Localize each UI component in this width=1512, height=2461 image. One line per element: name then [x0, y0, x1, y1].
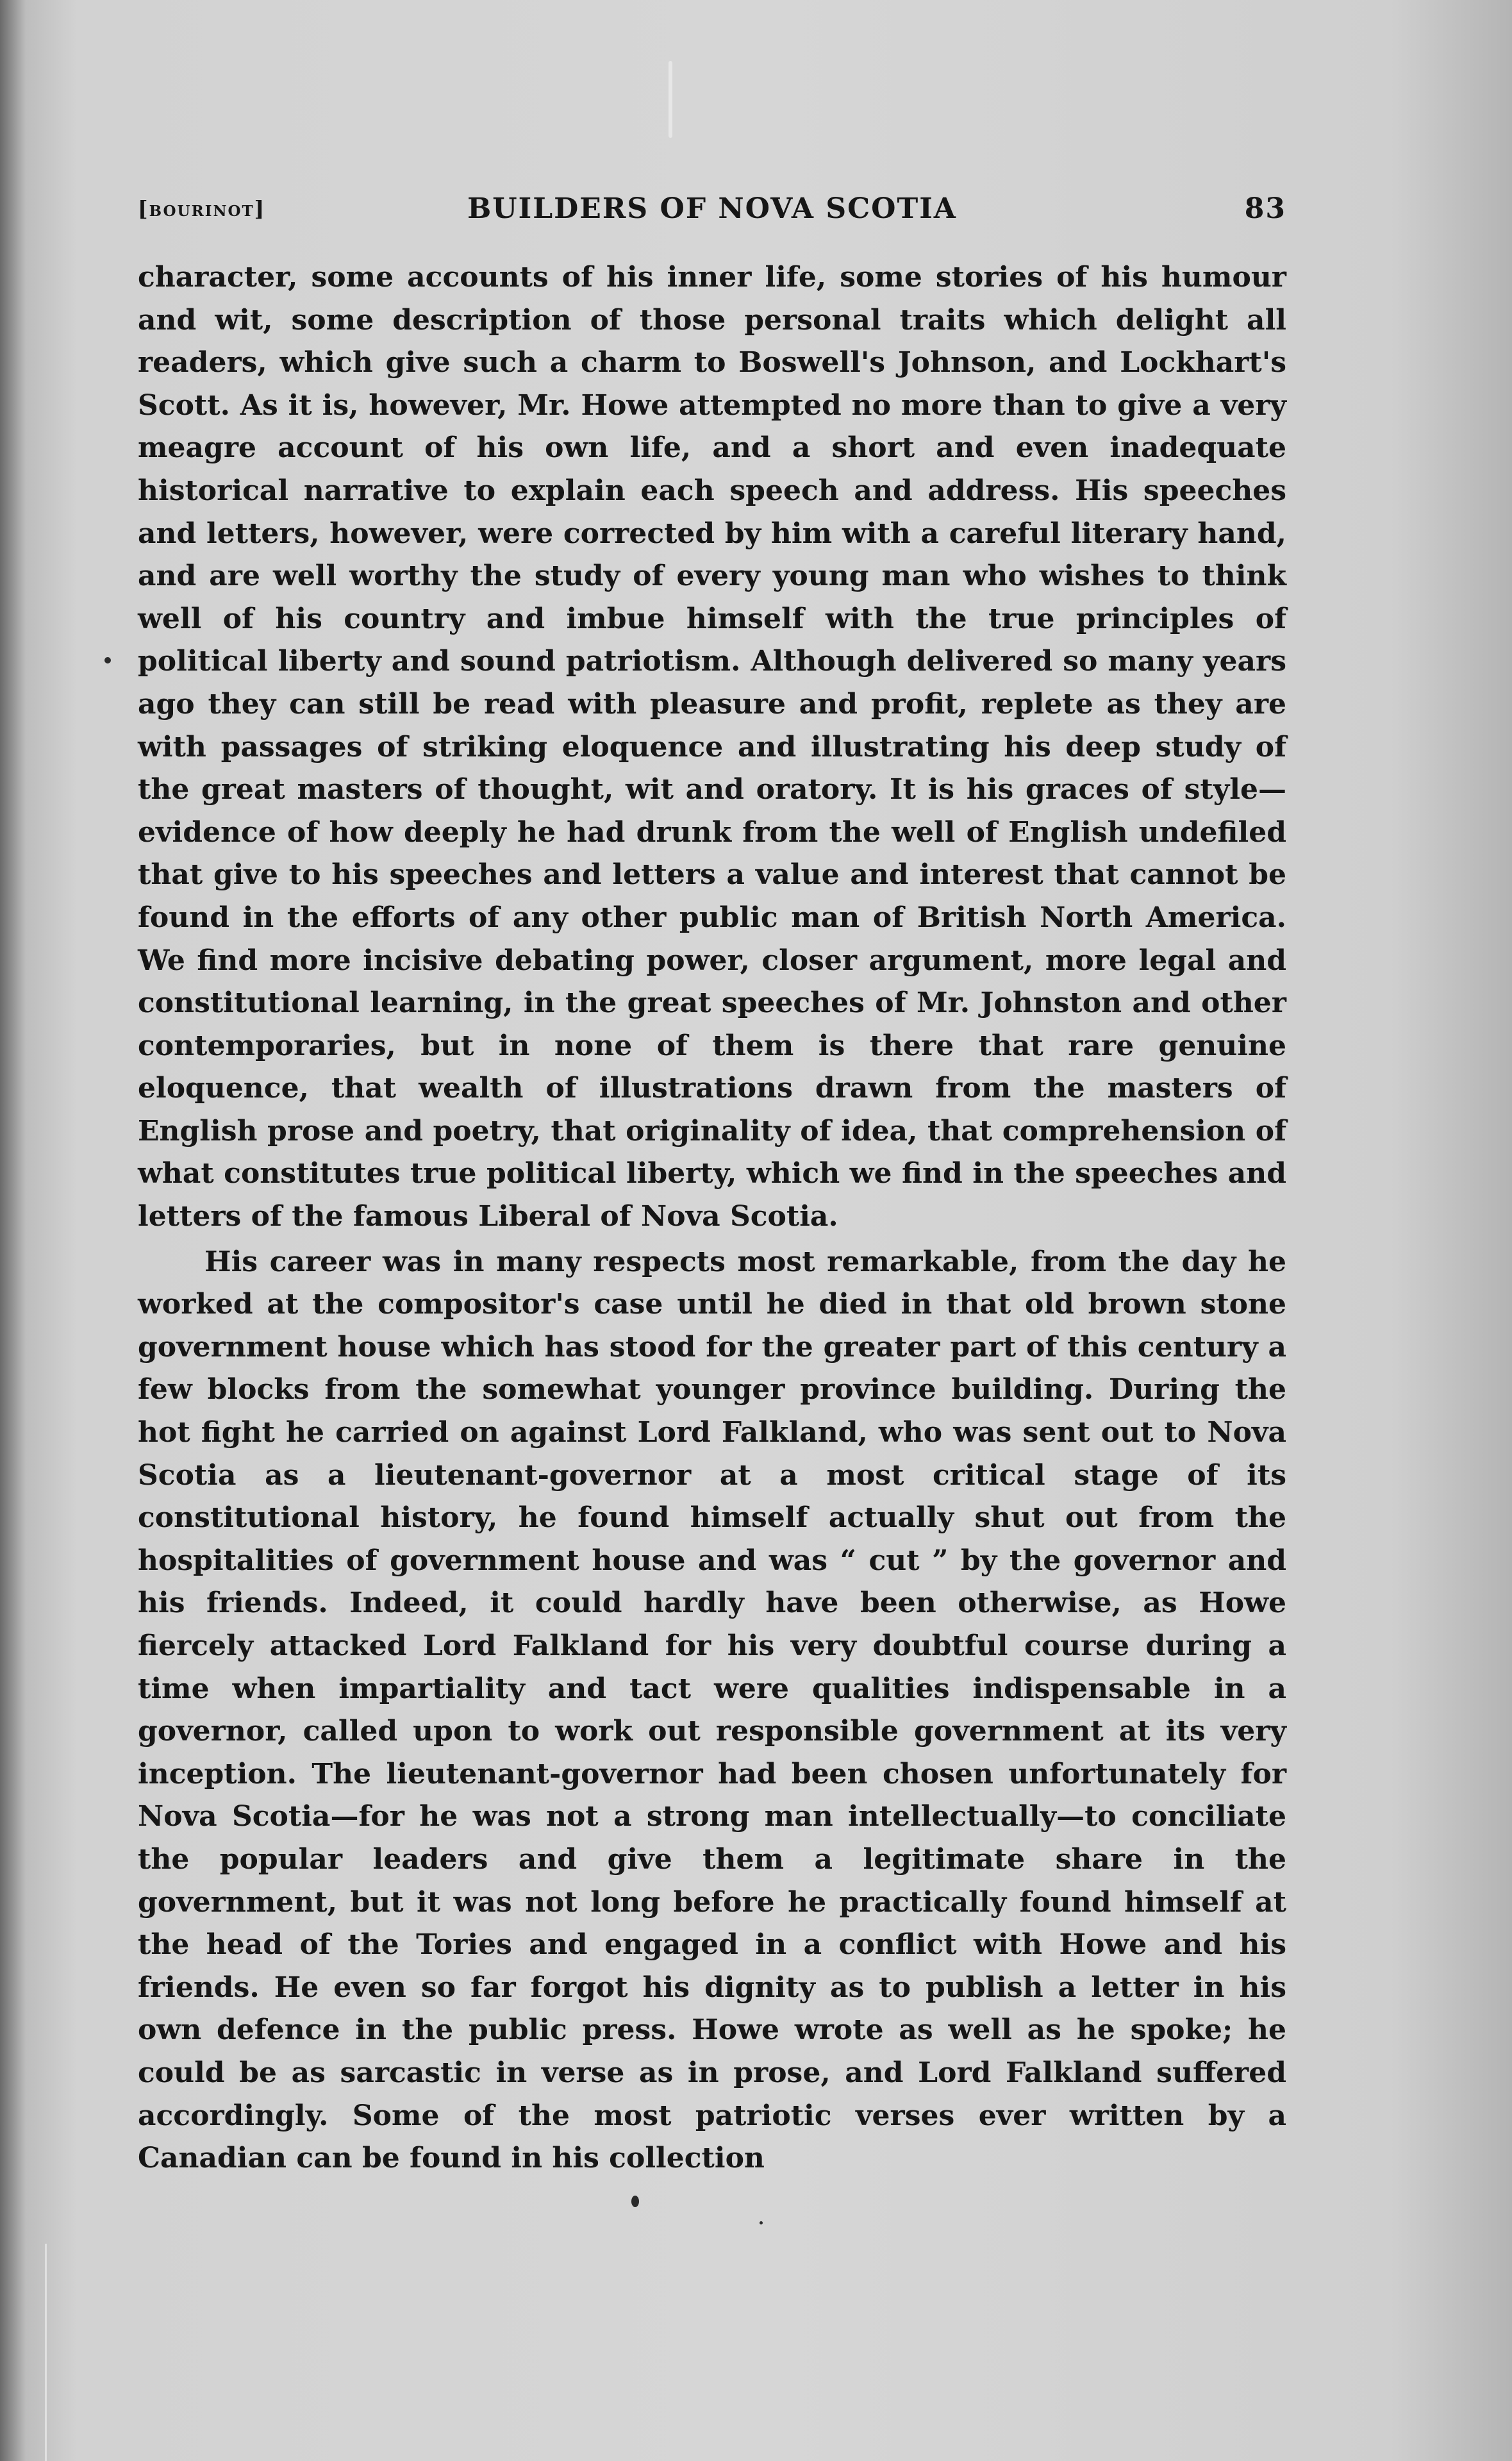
running-head-title: BUILDERS OF NOVA SCOTIA: [467, 192, 957, 225]
paragraph-2: His career was in many respects most remarkable, from the day he worked at the compositor's case until he died in that old brown stone government house which has stood for the greater part of this century a few blocks from the somewhat younger province building. During the hot fight he carried on against Lord Falkland, who was sent out to Nova Scotia as a lieutenant-governor at a most critical stage of its constitutional history, he found himself actually shut out from the hospitalities of government house and was “ cut ” by the governor and his friends. Indeed, it could hardly have been otherwise, as Howe fiercely attacked Lord Falkland for his very doubtful course during a time when impartiality and tact were qualities indispensable in a governor, called upon to work out responsible government at its very inception. The lieutenant-governor had been chosen unfortunately for Nova Scotia—for he was not a strong man intellectually—to conciliate the popular leaders and give them a legitimate share in the government, but it was not long before he practically found himself at the head of the Tories and engaged in a conflict with Howe and his friends. He even so far forgot his dignity as to publish a letter in his own defence in the public press. Howe wrote as well as he spoke; he could be as sarcastic in verse as in prose, and Lord Falkland suffered accordingly. Some of the most patriotic verses ever written by a Canadian can be found in his collection: [138, 1245, 1286, 2175]
body-text: [138, 256, 1286, 2180]
ink-speck: [631, 2196, 639, 2207]
page-number: 83: [1244, 192, 1286, 225]
paragraph-1: character, some accounts of his inner life, some stories of his humour and wit, some description of those personal traits which delight all readers, which give such a charm to Boswell's Johnson, and Lockhart's Scott. As it is, however, Mr. Howe attempted no more than to give a very meagre account of his own life, and a short and even inadequate historical narrative to explain each speech and address. His speeches and letters, however, were corrected by him with a careful literary hand, and are well worthy the study of every young man who wishes to think well of his country and imbue himself with the true principles of political liberty and sound patriotism. Although delivered so many years ago they can still be read with pleasure and profit, replete as they are with passages of striking eloquence and illustrating his deep study of the great masters of thought, wit and oratory. It is his graces of style—evidence of how deeply he had drunk from the well of English undefiled that give to his speeches and letters a value and interest that cannot be found in the efforts of any other public man of British North America. We find more incisive debating power, closer argument, more legal and constitutional learning, in the great speeches of Mr. Johnston and other contemporaries, but in none of them is there that rare genuine eloquence, that wealth of illustrations drawn from the masters of English prose and poetry, that originality of idea, that comprehension of what constitutes true political liberty, which we find in the speeches and letters of the famous Liberal of Nova Scotia.: [138, 261, 1286, 1233]
page-content: [138, 192, 1286, 2183]
running-head-author: [bourinot]: [138, 196, 266, 221]
page-edge-mark: [0, 2244, 47, 2461]
ink-speck: [669, 61, 672, 138]
ink-speck: [104, 657, 111, 663]
ink-speck: [760, 2221, 763, 2224]
running-head: [138, 192, 1286, 244]
